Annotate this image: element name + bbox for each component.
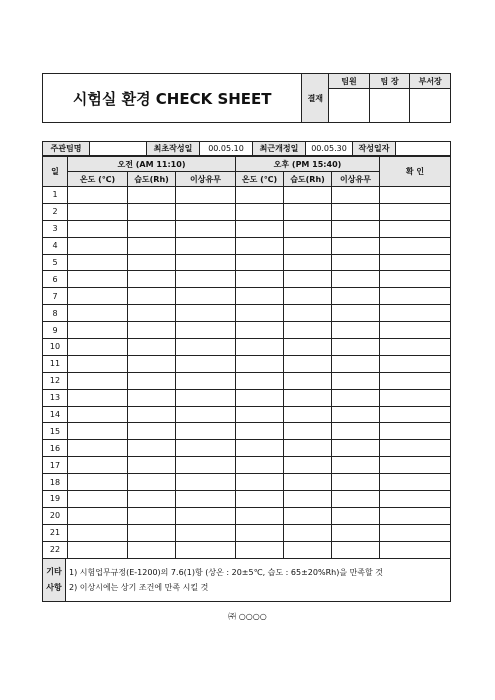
pm-temp-cell[interactable] bbox=[236, 203, 284, 220]
day-number: 1 bbox=[43, 187, 68, 204]
confirm-cell[interactable] bbox=[380, 305, 451, 322]
am-abnormal-cell[interactable] bbox=[176, 507, 236, 524]
pm-abnormal-cell[interactable] bbox=[332, 474, 380, 491]
document-title: 시험실 환경 CHECK SHEET bbox=[72, 89, 272, 108]
table-row bbox=[43, 474, 451, 491]
table-row bbox=[43, 355, 451, 372]
am-abnormal-cell[interactable] bbox=[176, 271, 236, 288]
notes-label-line-1: 기타 bbox=[46, 567, 62, 576]
pm-humidity-cell[interactable] bbox=[284, 440, 332, 457]
am-abnormal-cell[interactable] bbox=[176, 305, 236, 322]
company-name: ㈜ ○○○○ bbox=[228, 612, 267, 621]
pm-humidity-cell[interactable] bbox=[284, 372, 332, 389]
am-humidity-cell[interactable] bbox=[128, 423, 176, 440]
table-row bbox=[43, 389, 451, 406]
pm-temp-cell[interactable] bbox=[236, 339, 284, 356]
table-row bbox=[43, 491, 451, 508]
am-humidity-cell[interactable] bbox=[128, 524, 176, 541]
am-temp-cell[interactable] bbox=[68, 372, 128, 389]
am-abnormal-cell[interactable] bbox=[176, 457, 236, 474]
pm-abnormal-cell[interactable] bbox=[332, 187, 380, 204]
am-abnormal-cell[interactable] bbox=[176, 440, 236, 457]
pm-abnormal-cell[interactable] bbox=[332, 288, 380, 305]
confirm-cell[interactable] bbox=[380, 237, 451, 254]
am-humidity-header: 습도(Rh) bbox=[128, 172, 176, 187]
approval-label: 결재 bbox=[302, 74, 329, 123]
confirm-cell[interactable] bbox=[380, 491, 451, 508]
pm-humidity-cell[interactable] bbox=[284, 237, 332, 254]
pm-abnormal-cell[interactable] bbox=[332, 541, 380, 558]
am-temp-cell[interactable] bbox=[68, 187, 128, 204]
pm-temp-cell[interactable] bbox=[236, 524, 284, 541]
team-value[interactable] bbox=[90, 142, 147, 156]
pm-abnormal-cell[interactable] bbox=[332, 491, 380, 508]
notes-content bbox=[66, 559, 451, 602]
pm-abnormal-cell[interactable] bbox=[332, 305, 380, 322]
pm-temp-cell[interactable] bbox=[236, 254, 284, 271]
confirm-cell[interactable] bbox=[380, 355, 451, 372]
check-grid bbox=[42, 156, 451, 559]
am-temp-cell[interactable] bbox=[68, 389, 128, 406]
pm-humidity-header: 습도(Rh) bbox=[284, 172, 332, 187]
day-number: 4 bbox=[43, 237, 68, 254]
table-row bbox=[43, 339, 451, 356]
confirm-cell[interactable] bbox=[380, 524, 451, 541]
day-number: 10 bbox=[43, 339, 68, 356]
pm-temp-cell[interactable] bbox=[236, 474, 284, 491]
am-temp-cell[interactable] bbox=[68, 203, 128, 220]
pm-humidity-cell[interactable] bbox=[284, 271, 332, 288]
pm-abnormal-cell[interactable] bbox=[332, 372, 380, 389]
pm-temp-cell[interactable] bbox=[236, 271, 284, 288]
notes-label-line-2: 사항 bbox=[46, 583, 62, 592]
table-row bbox=[43, 372, 451, 389]
day-number: 20 bbox=[43, 507, 68, 524]
day-number: 22 bbox=[43, 541, 68, 558]
pm-abnormal-cell[interactable] bbox=[332, 220, 380, 237]
am-header: 오전 (AM 11:10) bbox=[68, 157, 236, 172]
day-number: 19 bbox=[43, 491, 68, 508]
day-number: 9 bbox=[43, 322, 68, 339]
author-value[interactable] bbox=[396, 142, 451, 156]
table-row bbox=[43, 305, 451, 322]
sign-member[interactable] bbox=[329, 89, 370, 123]
am-abnormal-cell[interactable] bbox=[176, 339, 236, 356]
table-row bbox=[43, 271, 451, 288]
day-number: 16 bbox=[43, 440, 68, 457]
confirm-cell[interactable] bbox=[380, 389, 451, 406]
pm-humidity-cell[interactable] bbox=[284, 474, 332, 491]
header-block bbox=[42, 73, 451, 123]
confirm-cell[interactable] bbox=[380, 254, 451, 271]
pm-temp-cell[interactable] bbox=[236, 322, 284, 339]
confirm-cell[interactable] bbox=[380, 220, 451, 237]
table-row bbox=[43, 203, 451, 220]
table-row bbox=[43, 457, 451, 474]
day-number: 11 bbox=[43, 355, 68, 372]
confirm-cell[interactable] bbox=[380, 507, 451, 524]
table-row bbox=[43, 187, 451, 204]
day-number: 13 bbox=[43, 389, 68, 406]
note-line-2: 2) 이상시에는 상기 조건에 만족 시킬 것 bbox=[69, 583, 209, 592]
am-abnormal-cell[interactable] bbox=[176, 406, 236, 423]
am-humidity-cell[interactable] bbox=[128, 507, 176, 524]
confirm-cell[interactable] bbox=[380, 271, 451, 288]
day-number: 12 bbox=[43, 372, 68, 389]
confirm-header: 확 인 bbox=[380, 157, 451, 187]
am-humidity-cell[interactable] bbox=[128, 355, 176, 372]
confirm-cell[interactable] bbox=[380, 339, 451, 356]
created-value[interactable]: 00.05.10 bbox=[200, 142, 253, 156]
day-number: 6 bbox=[43, 271, 68, 288]
am-humidity-cell[interactable] bbox=[128, 406, 176, 423]
author-label: 작성일자 bbox=[353, 142, 396, 156]
am-temp-cell[interactable] bbox=[68, 457, 128, 474]
am-humidity-cell[interactable] bbox=[128, 288, 176, 305]
am-temp-cell[interactable] bbox=[68, 423, 128, 440]
am-humidity-cell[interactable] bbox=[128, 339, 176, 356]
am-abnormal-cell[interactable] bbox=[176, 254, 236, 271]
pm-abnormal-cell[interactable] bbox=[332, 203, 380, 220]
am-humidity-cell[interactable] bbox=[128, 322, 176, 339]
am-temp-cell[interactable] bbox=[68, 406, 128, 423]
am-temp-cell[interactable] bbox=[68, 507, 128, 524]
confirm-cell[interactable] bbox=[380, 322, 451, 339]
day-number: 3 bbox=[43, 220, 68, 237]
pm-temp-header: 온도 (℃) bbox=[236, 172, 284, 187]
am-abnormal-cell[interactable] bbox=[176, 288, 236, 305]
created-label: 최초작성일 bbox=[147, 142, 200, 156]
pm-temp-cell[interactable] bbox=[236, 372, 284, 389]
pm-humidity-cell[interactable] bbox=[284, 491, 332, 508]
pm-temp-cell[interactable] bbox=[236, 406, 284, 423]
pm-humidity-cell[interactable] bbox=[284, 423, 332, 440]
day-number: 14 bbox=[43, 406, 68, 423]
am-humidity-cell[interactable] bbox=[128, 440, 176, 457]
am-abnormal-cell[interactable] bbox=[176, 203, 236, 220]
am-abnormal-cell[interactable] bbox=[176, 491, 236, 508]
am-humidity-cell[interactable] bbox=[128, 187, 176, 204]
am-humidity-cell[interactable] bbox=[128, 541, 176, 558]
sign-leader[interactable] bbox=[369, 89, 410, 123]
day-number: 17 bbox=[43, 457, 68, 474]
am-humidity-cell[interactable] bbox=[128, 491, 176, 508]
pm-abnormal-cell[interactable] bbox=[332, 440, 380, 457]
day-number: 2 bbox=[43, 203, 68, 220]
pm-abnormal-cell[interactable] bbox=[332, 389, 380, 406]
pm-humidity-cell[interactable] bbox=[284, 288, 332, 305]
notes-label bbox=[43, 559, 66, 602]
pm-abnormal-cell[interactable] bbox=[332, 457, 380, 474]
pm-abnormal-header: 이상유무 bbox=[332, 172, 380, 187]
confirm-cell[interactable] bbox=[380, 203, 451, 220]
confirm-cell[interactable] bbox=[380, 288, 451, 305]
pm-humidity-cell[interactable] bbox=[284, 507, 332, 524]
pm-humidity-cell[interactable] bbox=[284, 220, 332, 237]
am-temp-cell[interactable] bbox=[68, 305, 128, 322]
pm-humidity-cell[interactable] bbox=[284, 406, 332, 423]
pm-humidity-cell[interactable] bbox=[284, 254, 332, 271]
am-abnormal-cell[interactable] bbox=[176, 322, 236, 339]
am-temp-cell[interactable] bbox=[68, 524, 128, 541]
am-temp-cell[interactable] bbox=[68, 288, 128, 305]
day-number: 21 bbox=[43, 524, 68, 541]
day-number: 8 bbox=[43, 305, 68, 322]
am-temp-cell[interactable] bbox=[68, 541, 128, 558]
note-line-1: 1) 시험업무규정(E-1200)의 7.6(1)항 (상온 : 20±5℃, 습도 : 65±20%Rh)을 만족할 것 bbox=[69, 568, 384, 577]
pm-humidity-cell[interactable] bbox=[284, 524, 332, 541]
sign-dept-head[interactable] bbox=[410, 89, 451, 123]
table-row bbox=[43, 288, 451, 305]
am-temp-cell[interactable] bbox=[68, 220, 128, 237]
am-abnormal-cell[interactable] bbox=[176, 187, 236, 204]
pm-temp-cell[interactable] bbox=[236, 220, 284, 237]
am-temp-cell[interactable] bbox=[68, 271, 128, 288]
confirm-cell[interactable] bbox=[380, 187, 451, 204]
am-abnormal-cell[interactable] bbox=[176, 423, 236, 440]
approver-dept-head: 부서장 bbox=[410, 74, 451, 89]
table-row bbox=[43, 220, 451, 237]
pm-abnormal-cell[interactable] bbox=[332, 322, 380, 339]
pm-temp-cell[interactable] bbox=[236, 440, 284, 457]
confirm-cell[interactable] bbox=[380, 423, 451, 440]
revised-value[interactable]: 00.05.30 bbox=[306, 142, 353, 156]
table-row bbox=[43, 237, 451, 254]
am-abnormal-cell[interactable] bbox=[176, 524, 236, 541]
pm-humidity-cell[interactable] bbox=[284, 355, 332, 372]
am-abnormal-cell[interactable] bbox=[176, 372, 236, 389]
table-row bbox=[43, 423, 451, 440]
am-humidity-cell[interactable] bbox=[128, 457, 176, 474]
confirm-cell[interactable] bbox=[380, 457, 451, 474]
am-temp-cell[interactable] bbox=[68, 474, 128, 491]
pm-abnormal-cell[interactable] bbox=[332, 237, 380, 254]
pm-temp-cell[interactable] bbox=[236, 288, 284, 305]
am-temp-cell[interactable] bbox=[68, 440, 128, 457]
pm-humidity-cell[interactable] bbox=[284, 305, 332, 322]
pm-abnormal-cell[interactable] bbox=[332, 423, 380, 440]
pm-header: 오후 (PM 15:40) bbox=[236, 157, 380, 172]
am-humidity-cell[interactable] bbox=[128, 305, 176, 322]
title-cell bbox=[43, 74, 302, 123]
table-row bbox=[43, 406, 451, 423]
approver-leader: 팀 장 bbox=[369, 74, 410, 89]
confirm-cell[interactable] bbox=[380, 440, 451, 457]
am-humidity-cell[interactable] bbox=[128, 203, 176, 220]
am-humidity-cell[interactable] bbox=[128, 220, 176, 237]
am-temp-cell[interactable] bbox=[68, 491, 128, 508]
pm-temp-cell[interactable] bbox=[236, 389, 284, 406]
pm-humidity-cell[interactable] bbox=[284, 203, 332, 220]
pm-temp-cell[interactable] bbox=[236, 237, 284, 254]
pm-humidity-cell[interactable] bbox=[284, 322, 332, 339]
pm-temp-cell[interactable] bbox=[236, 491, 284, 508]
am-humidity-cell[interactable] bbox=[128, 389, 176, 406]
pm-abnormal-cell[interactable] bbox=[332, 406, 380, 423]
pm-temp-cell[interactable] bbox=[236, 423, 284, 440]
day-number: 18 bbox=[43, 474, 68, 491]
pm-temp-cell[interactable] bbox=[236, 355, 284, 372]
pm-temp-cell[interactable] bbox=[236, 507, 284, 524]
am-temp-cell[interactable] bbox=[68, 254, 128, 271]
pm-abnormal-cell[interactable] bbox=[332, 254, 380, 271]
notes-block bbox=[42, 558, 451, 602]
pm-abnormal-cell[interactable] bbox=[332, 339, 380, 356]
day-number: 5 bbox=[43, 254, 68, 271]
pm-humidity-cell[interactable] bbox=[284, 389, 332, 406]
am-temp-cell[interactable] bbox=[68, 339, 128, 356]
revised-label: 최근개정일 bbox=[253, 142, 306, 156]
am-abnormal-header: 이상유무 bbox=[176, 172, 236, 187]
am-humidity-cell[interactable] bbox=[128, 271, 176, 288]
am-abnormal-cell[interactable] bbox=[176, 237, 236, 254]
pm-temp-cell[interactable] bbox=[236, 541, 284, 558]
pm-humidity-cell[interactable] bbox=[284, 339, 332, 356]
pm-abnormal-cell[interactable] bbox=[332, 355, 380, 372]
pm-temp-cell[interactable] bbox=[236, 457, 284, 474]
pm-humidity-cell[interactable] bbox=[284, 457, 332, 474]
table-row bbox=[43, 524, 451, 541]
table-row bbox=[43, 254, 451, 271]
approver-member: 팀원 bbox=[329, 74, 370, 89]
am-humidity-cell[interactable] bbox=[128, 474, 176, 491]
am-temp-cell[interactable] bbox=[68, 237, 128, 254]
pm-temp-cell[interactable] bbox=[236, 305, 284, 322]
table-row bbox=[43, 541, 451, 558]
day-number: 15 bbox=[43, 423, 68, 440]
am-abnormal-cell[interactable] bbox=[176, 474, 236, 491]
am-temp-cell[interactable] bbox=[68, 355, 128, 372]
team-label: 주관팀명 bbox=[43, 142, 90, 156]
confirm-cell[interactable] bbox=[380, 474, 451, 491]
am-temp-header: 온도 (℃) bbox=[68, 172, 128, 187]
am-temp-cell[interactable] bbox=[68, 322, 128, 339]
table-row bbox=[43, 507, 451, 524]
pm-abnormal-cell[interactable] bbox=[332, 271, 380, 288]
table-row bbox=[43, 322, 451, 339]
confirm-cell[interactable] bbox=[380, 541, 451, 558]
am-humidity-cell[interactable] bbox=[128, 237, 176, 254]
pm-abnormal-cell[interactable] bbox=[332, 524, 380, 541]
confirm-cell[interactable] bbox=[380, 372, 451, 389]
pm-humidity-cell[interactable] bbox=[284, 187, 332, 204]
day-number: 7 bbox=[43, 288, 68, 305]
am-abnormal-cell[interactable] bbox=[176, 389, 236, 406]
confirm-cell[interactable] bbox=[380, 406, 451, 423]
table-row bbox=[43, 440, 451, 457]
am-abnormal-cell[interactable] bbox=[176, 541, 236, 558]
pm-temp-cell[interactable] bbox=[236, 187, 284, 204]
am-humidity-cell[interactable] bbox=[128, 372, 176, 389]
am-humidity-cell[interactable] bbox=[128, 254, 176, 271]
day-header: 일 bbox=[43, 157, 68, 187]
am-abnormal-cell[interactable] bbox=[176, 220, 236, 237]
am-abnormal-cell[interactable] bbox=[176, 355, 236, 372]
info-row bbox=[42, 141, 451, 156]
pm-humidity-cell[interactable] bbox=[284, 541, 332, 558]
pm-abnormal-cell[interactable] bbox=[332, 507, 380, 524]
